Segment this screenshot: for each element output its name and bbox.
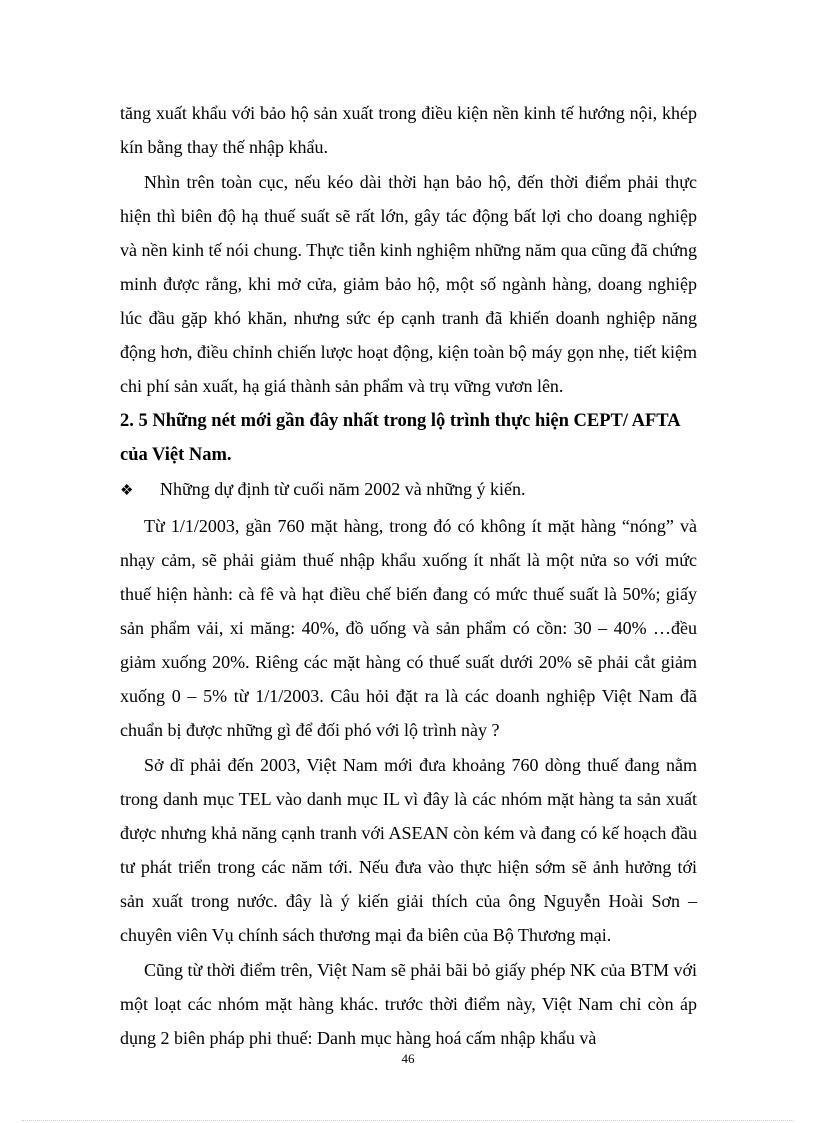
four-diamond-icon: ❖: [120, 483, 134, 499]
paragraph-continuation: tăng xuất khẩu với bảo hộ sản xuất trong điều kiện nền kinh tế hướng nội, khép kín bằng thay thế nhập khẩu.: [120, 103, 697, 157]
paragraph-protection-period: Nhìn trên toàn cục, nếu kéo dài thời hạn bảo hộ, đến thời điểm phải thực hiện thì biên độ hạ thuế suất sẽ rất lớn, gây tác động bất lợi cho doang nghiệp và nền kinh tế nói chung. Thực tiễn kinh nghiệm những năm qua cũng đã chứng minh được rằng, khi mở cửa, giảm bảo hộ, một số ngành hàng, doang nghiệp lúc đầu gặp khó khăn, nhưng sức ép cạnh tranh đã khiến doanh nghiệp năng động hơn, điều chỉnh chiến lược hoạt động, kiện toàn bộ máy gọn nhẹ, tiết kiệm chi phí sản xuất, hạ giá thành sản phẩm và trụ vững vươn lên.: [120, 172, 697, 396]
paragraph-tel-explanation: Sở dĩ phải đến 2003, Việt Nam mới đưa khoảng 760 dòng thuế đang nằm trong danh mục TEL vào danh mục IL vì đây là các nhóm mặt hàng ta sản xuất được nhưng khả năng cạnh tranh với ASEAN còn kém và đang có kế hoạch đầu tư phát triển trong các năm tới. Nếu đưa vào thực hiện sớm sẽ ảnh hưởng tới sản xuất trong nước. đây là ý kiến giải thích của ông Nguyễn Hoài Sơn – chuyên viên Vụ chính sách thương mại đa biên của Bộ Thương mại.: [120, 755, 697, 945]
page-bottom-divider: [22, 1120, 794, 1121]
bullet-text: Những dự định từ cuối năm 2002 và những ý kiến.: [160, 479, 526, 499]
paragraph-tariff-cuts: Từ 1/1/2003, gần 760 mặt hàng, trong đó có không ít mặt hàng “nóng” và nhạy cảm, sẽ phải giảm thuế nhập khẩu xuống ít nhất là một nửa so với mức thuế hiện hành: cà fê và hạt điều chế biến đang có mức thuế suất là 50%; giấy sản phẩm vải, xi măng: 40%, đồ uống và sản phẩm có cồn: 30 – 40% …đều giảm xuống 20%. Riêng các mặt hàng có thuế suất dưới 20% sẽ phải cắt giảm xuống 0 – 5% từ 1/1/2003. Câu hỏi đặt ra là các doanh nghiệp Việt Nam đã chuẩn bị được những gì để đối phó với lộ trình này ?: [120, 516, 697, 740]
document-body: [120, 96, 697, 1056]
paragraph-license-removal: Cũng từ thời điểm trên, Việt Nam sẽ phải bãi bỏ giấy phép NK của BTM với một loạt các nhóm mặt hàng khác. trước thời điểm này, Việt Nam chỉ còn áp dụng 2 biên pháp phi thuế: Danh mục hàng hoá cấm nhập khẩu và: [120, 960, 697, 1048]
section-heading: 2. 5 Những nét mới gần đây nhất trong lộ trình thực hiện CEPT/ AFTA của Việt Nam.: [120, 411, 680, 465]
page-number: 46: [401, 1051, 415, 1066]
bullet-item: [120, 472, 697, 508]
